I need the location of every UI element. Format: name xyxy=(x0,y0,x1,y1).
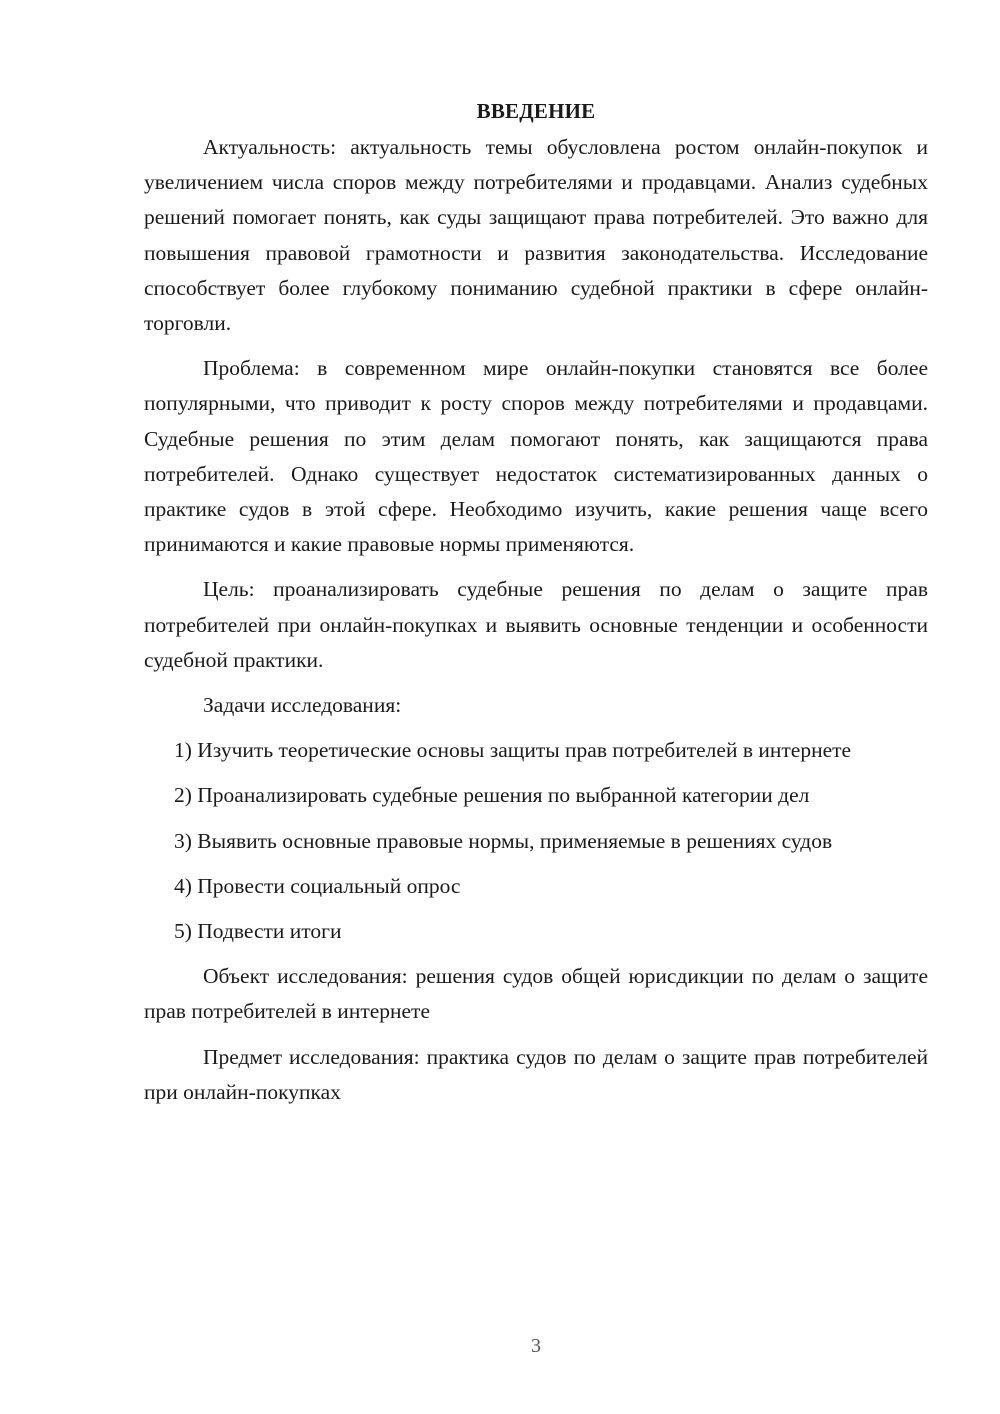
task-item-5: 5) Подвести итоги xyxy=(174,919,342,944)
paragraph-object: Объект исследования: решения судов общей юрисдикции по делам о защите прав потребителей в интернете xyxy=(144,964,928,1024)
tasks-heading: Задачи исследования: xyxy=(203,693,402,718)
paragraph-subject: Предмет исследования: практика судов по делам о защите прав потребителей при онлайн-покупках xyxy=(144,1044,928,1104)
paragraph-problem: Проблема: в современном мире онлайн-покупки становятся все более популярными, что приводит к росту споров между потребителями и продавцами. Судебные решения по этим делам помогают понять, как защищаются права потребителей. Однако существует недостаток систематизированных данных о практике судов в этой сфере. Необходимо изучить, какие решения чаще всего принимаются и какие правовые нормы применяются. xyxy=(144,356,928,557)
section-title: ВВЕДЕНИЕ xyxy=(476,99,596,123)
page-number: 3 xyxy=(531,1335,541,1357)
document-body xyxy=(144,96,928,1120)
task-item-2: 2) Проанализировать судебные решения по выбранной категории дел xyxy=(174,783,810,808)
paragraph-goal: Цель: проанализировать судебные решения по делам о защите прав потребителей при онлайн-покупках и выявить основные тенденции и особенности судебной практики. xyxy=(144,577,928,672)
task-item-1: 1) Изучить теоретические основы защиты прав потребителей в интернете xyxy=(174,738,852,763)
task-item-4: 4) Провести социальный опрос xyxy=(174,873,461,898)
paragraph-relevance: Актуальность: актуальность темы обусловлена ростом онлайн-покупок и увеличением числа споров между потребителями и продавцами. Анализ судебных решений помогает понять, как суды защищают права потребителей. Это важно для повышения правовой грамотности и развития законодательства. Исследование способствует более глубокому пониманию судебной практики в сфере онлайн-торговли. xyxy=(144,135,928,336)
task-item-3: 3) Выявить основные правовые нормы, применяемые в решениях судов xyxy=(174,828,833,853)
